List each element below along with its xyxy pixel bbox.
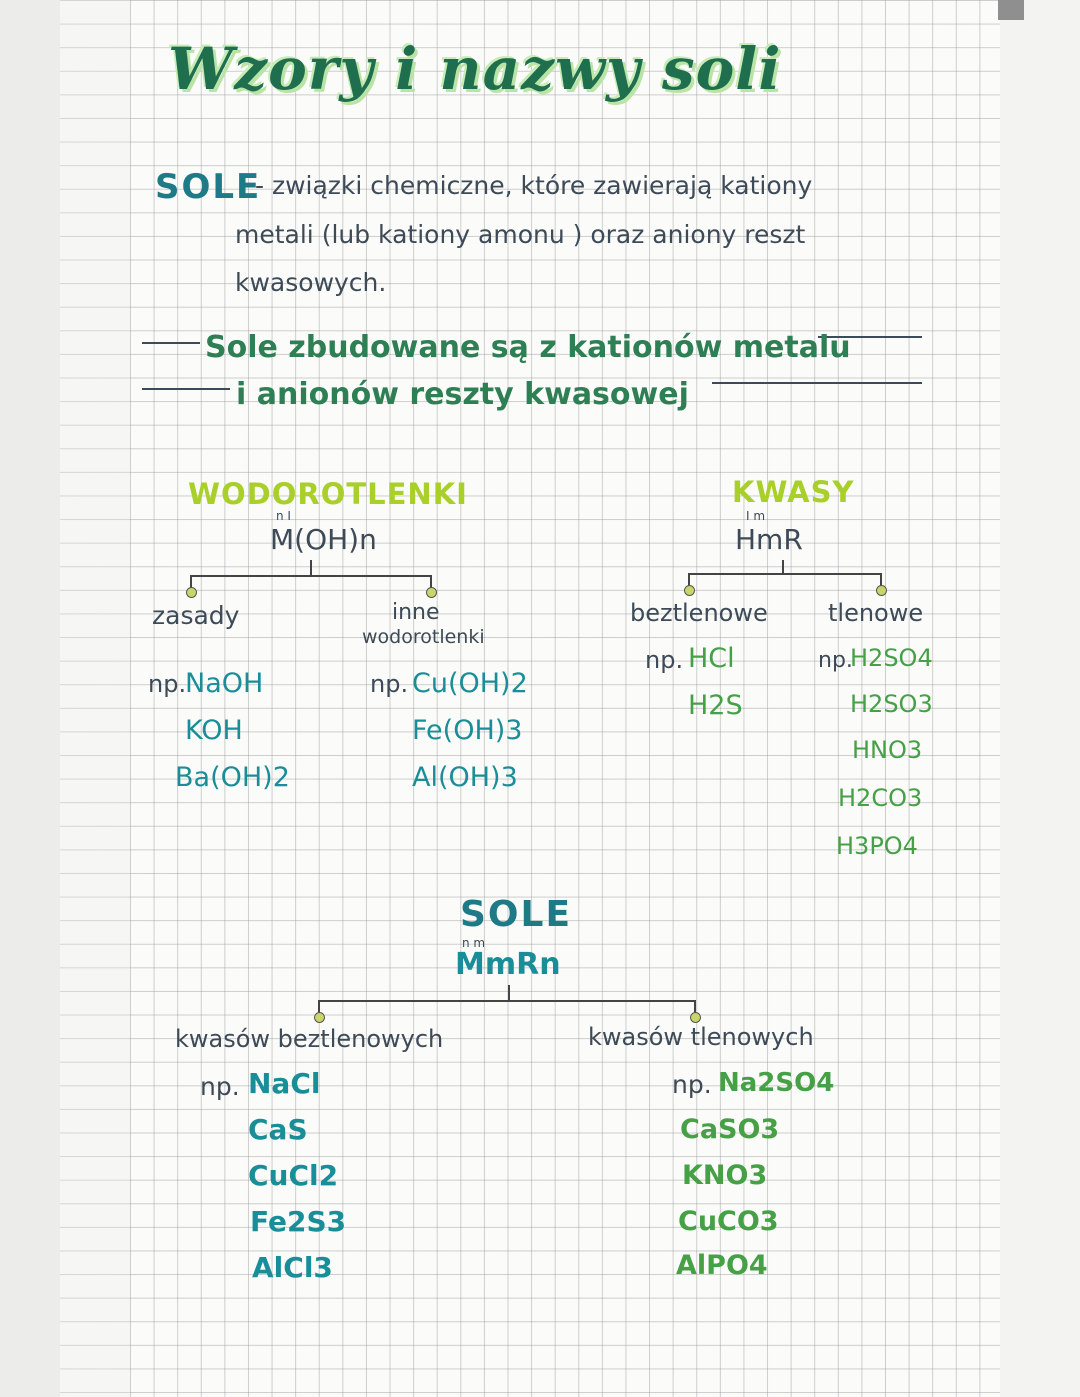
formula-item: H2CO3 xyxy=(838,784,923,812)
formula-item: CaS xyxy=(248,1113,308,1146)
hydroxides-branch xyxy=(190,575,432,577)
formula-item: AlCl3 xyxy=(252,1251,333,1284)
acids-formula: HmR xyxy=(735,523,803,556)
definition-line-2: metali (lub kationy amonu ) oraz aniony reszt xyxy=(235,220,806,249)
formula-item: Al(OH)3 xyxy=(412,762,518,793)
formula-item: CaSO3 xyxy=(680,1114,780,1145)
scroll-tab xyxy=(998,0,1024,20)
hydroxides-formula-marks: n I xyxy=(276,509,291,523)
salts-stem xyxy=(508,985,510,1001)
salts-right-label: kwasów tlenowych xyxy=(588,1023,814,1051)
formula-item: AlPO4 xyxy=(676,1250,768,1281)
formula-item: H2S xyxy=(688,690,743,721)
formula-item: Fe2S3 xyxy=(250,1205,347,1238)
definition-term: SOLE xyxy=(155,167,262,207)
np-label: np. xyxy=(645,646,684,674)
salts-formula-marks: n m xyxy=(462,936,486,950)
np-label: np. xyxy=(370,670,409,698)
background-strip xyxy=(1000,0,1080,1397)
acids-branch xyxy=(688,573,882,575)
acids-stem xyxy=(782,560,784,574)
rule-line-1: Sole zbudowane są z kationów metalu xyxy=(205,330,851,365)
formula-item: Fe(OH)3 xyxy=(412,715,523,746)
rule-line-left-2 xyxy=(142,388,230,390)
definition-line-1: - związki chemiczne, które zawierają kationy xyxy=(255,171,813,200)
knob-icon xyxy=(684,585,695,596)
rule-line-2: i anionów reszty kwasowej xyxy=(236,377,689,412)
knob-icon xyxy=(314,1012,325,1023)
salts-branch xyxy=(318,1000,696,1002)
hydroxides-right-label-1: inne xyxy=(392,600,440,625)
salts-formula: MmRn xyxy=(455,947,561,982)
formula-item: Cu(OH)2 xyxy=(412,668,528,699)
knob-icon xyxy=(426,587,437,598)
formula-item: Ba(OH)2 xyxy=(175,762,290,793)
formula-item: H3PO4 xyxy=(836,832,918,860)
acids-formula-marks: I m xyxy=(746,509,766,523)
hydroxides-formula: M(OH)n xyxy=(270,523,377,556)
formula-item: HNO3 xyxy=(852,736,923,764)
np-label: np. xyxy=(818,648,853,673)
salts-heading: SOLE xyxy=(460,894,573,935)
formula-item: KOH xyxy=(185,715,243,746)
formula-item: H2SO3 xyxy=(850,690,933,718)
formula-item: NaCl xyxy=(248,1067,321,1100)
definition-line-3: kwasowych. xyxy=(235,268,387,297)
salts-left-label: kwasów beztlenowych xyxy=(175,1025,444,1053)
page-edge xyxy=(0,0,60,1397)
knob-icon xyxy=(876,585,887,596)
formula-item: Na2SO4 xyxy=(718,1068,835,1098)
rule-line-left-1 xyxy=(142,342,200,344)
hydroxides-stem xyxy=(310,560,312,576)
np-label: np. xyxy=(148,670,187,698)
page-title: Wzory i nazwy soli xyxy=(168,35,782,103)
acids-heading: KWASY xyxy=(732,475,855,509)
acids-left-label: beztlenowe xyxy=(630,599,768,627)
rule-line-right-2 xyxy=(712,382,922,384)
formula-item: CuCl2 xyxy=(248,1159,339,1192)
paper-margin xyxy=(60,0,130,1397)
formula-item: KNO3 xyxy=(682,1160,768,1191)
formula-item: H2SO4 xyxy=(850,644,933,672)
hydroxides-left-label: zasady xyxy=(152,601,240,630)
formula-item: NaOH xyxy=(185,668,264,699)
np-label: np. xyxy=(200,1072,240,1101)
formula-item: HCl xyxy=(688,643,735,674)
hydroxides-right-label-2: wodorotlenki xyxy=(362,626,485,648)
hydroxides-heading: WODOROTLENKI xyxy=(188,477,468,511)
np-label: np. xyxy=(672,1070,712,1099)
knob-icon xyxy=(186,587,197,598)
acids-right-label: tlenowe xyxy=(828,599,924,627)
formula-item: CuCO3 xyxy=(678,1206,779,1237)
knob-icon xyxy=(690,1012,701,1023)
